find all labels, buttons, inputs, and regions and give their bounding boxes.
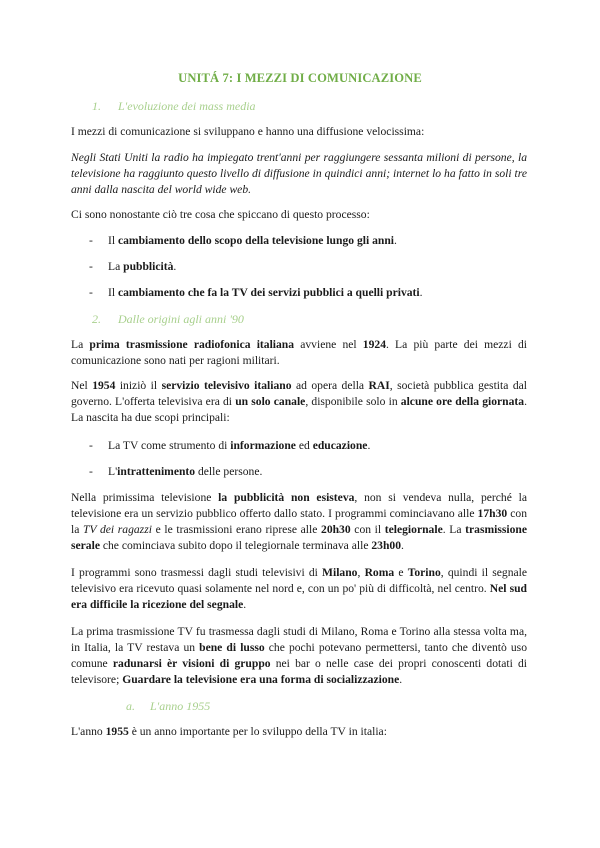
emphasis-text: trasmissione serale — [71, 523, 527, 552]
emphasis-text: telegiornale — [384, 523, 443, 536]
paragraph-three-points: Ci sono nonostante ciò tre cosa che spiccano di questo processo: — [71, 208, 370, 221]
list-item-text: La TV come strumento di informazione ed educazione. — [108, 439, 371, 452]
emphasis-text: 23h00 — [371, 539, 401, 552]
emphasis-text: radunarsi èr visioni di gruppo — [112, 657, 271, 670]
emphasis-text: educazione — [312, 439, 368, 452]
subsection-label: L'anno 1955 — [150, 699, 211, 713]
subsection-number: a. — [126, 699, 135, 713]
emphasis-text: 17h30 — [477, 507, 508, 520]
list-item-text: La pubblicità. — [108, 260, 177, 273]
bullet-dash: - — [89, 234, 93, 247]
emphasis-text: servizio televisivo italiano — [161, 379, 292, 392]
section-heading-1 — [92, 98, 256, 114]
page-title: UNITÁ 7: I MEZZI DI COMUNICAZIONE — [178, 71, 422, 85]
emphasis-text: un solo canale — [235, 395, 306, 408]
section-heading-2 — [92, 311, 244, 327]
subsection-heading — [126, 698, 210, 714]
paragraph-1924: La prima trasmissione radiofonica italiana avviene nel 1924. La più parte dei mezzi di comunicazione sono nati per ragioni militari. — [71, 338, 527, 367]
emphasis-text: pubblicità — [123, 260, 174, 273]
list-item-text: L'intrattenimento delle persone. — [108, 465, 263, 478]
list-item-text: Il cambiamento dello scopo della televisione lungo gli anni. — [108, 234, 397, 247]
emphasis-text: 1954 — [92, 379, 116, 392]
paragraph-intro: I mezzi di comunicazione si sviluppano e hanno una diffusione velocissima: — [71, 125, 425, 138]
bullet-dash: - — [89, 439, 93, 452]
section-number: 1. — [92, 99, 101, 113]
section-label: L'evoluzione dei mass media — [118, 99, 256, 113]
emphasis-text: Guardare la televisione era una forma di socializzazione — [122, 673, 400, 686]
emphasis-text: Roma — [364, 566, 395, 579]
emphasis-text: alcune ore della giornata — [400, 395, 525, 408]
emphasis-text: la pubblicità non esisteva — [218, 491, 355, 504]
list-item-text: Il cambiamento che fa la TV dei servizi pubblici a quelli privati. — [108, 286, 423, 299]
emphasis-text: RAI — [368, 379, 390, 392]
emphasis-text: Nel sud era difficile la ricezione del segnale — [71, 582, 527, 611]
emphasis-text: cambiamento dello scopo della televisione lungo gli anni — [117, 234, 394, 247]
section-label: Dalle origini agli anni '90 — [118, 312, 244, 326]
emphasis-text: 20h30 — [321, 523, 351, 536]
emphasis-text: 1955 — [105, 725, 129, 738]
paragraph-1954: Nel 1954 iniziò il servizio televisivo italiano ad opera della RAI, società pubblica gestita dal governo. L'offerta televisiva era di un solo canale, disponibile solo in alcune ore della giornata. La nascita ha due scopi principali: — [71, 379, 527, 424]
paragraph-1955: L'anno 1955 è un anno importante per lo sviluppo della TV in italia: — [71, 725, 387, 738]
emphasis-text: informazione — [230, 439, 296, 452]
emphasis-text: TV dei ragazzi — [83, 523, 152, 536]
emphasis-text: Torino — [407, 566, 441, 579]
section-number: 2. — [92, 312, 101, 326]
emphasis-text: cambiamento che fa la TV dei servizi pubblici a quelli privati — [117, 286, 420, 299]
emphasis-text: Milano — [322, 566, 358, 579]
emphasis-text: intrattenimento — [117, 465, 196, 478]
paragraph-first-broadcast: La prima trasmissione TV fu trasmessa dagli studi di Milano, Roma e Torino alla stessa volta ma, in Italia, la TV restava un bene di lusso che pochi potevano permettersi, tanto che diventò uso comune radunarsi èr visioni di gruppo nei bar o nelle case dei propri conoscenti dotati di televisore; Guardare la televisione era una forma di socializzazione. — [71, 625, 527, 686]
paragraph-studios: I programmi sono trasmessi dagli studi televisivi di Milano, Roma e Torino, quindi il segnale televisivo era ricevuto quasi solamente nel nord e, con un po' più di difficoltà, nel centro. Nel sud era difficile la ricezione del segnale. — [71, 566, 528, 611]
paragraph-early-tv: Nella primissima televisione la pubblicità non esisteva, non si vendeva nulla, perché la televisione era un servizio pubblico offerto dallo stato. I programmi cominciavano alle 17h30 con la TV dei ragazzi e le trasmissioni erano riprese alle 20h30 con il telegiornale. La trasmissione serale che cominciava subito dopo il telegiornale terminava alle 23h00. — [71, 491, 527, 552]
emphasis-text: 1924 — [362, 338, 386, 351]
emphasis-text: prima trasmissione radiofonica italiana — [89, 338, 295, 351]
bullet-dash: - — [89, 465, 93, 478]
bullet-dash: - — [89, 260, 93, 273]
quote-paragraph: Negli Stati Uniti la radio ha impiegato trent'anni per raggiungere sessanta milioni di persone, la televisione ha raggiunto questo livello di diffusione in quindici anni; internet lo ha fatto in soli tre anni dalla nascita del world wide web. — [71, 151, 527, 196]
bullet-dash: - — [89, 286, 93, 299]
emphasis-text: bene di lusso — [199, 641, 265, 654]
